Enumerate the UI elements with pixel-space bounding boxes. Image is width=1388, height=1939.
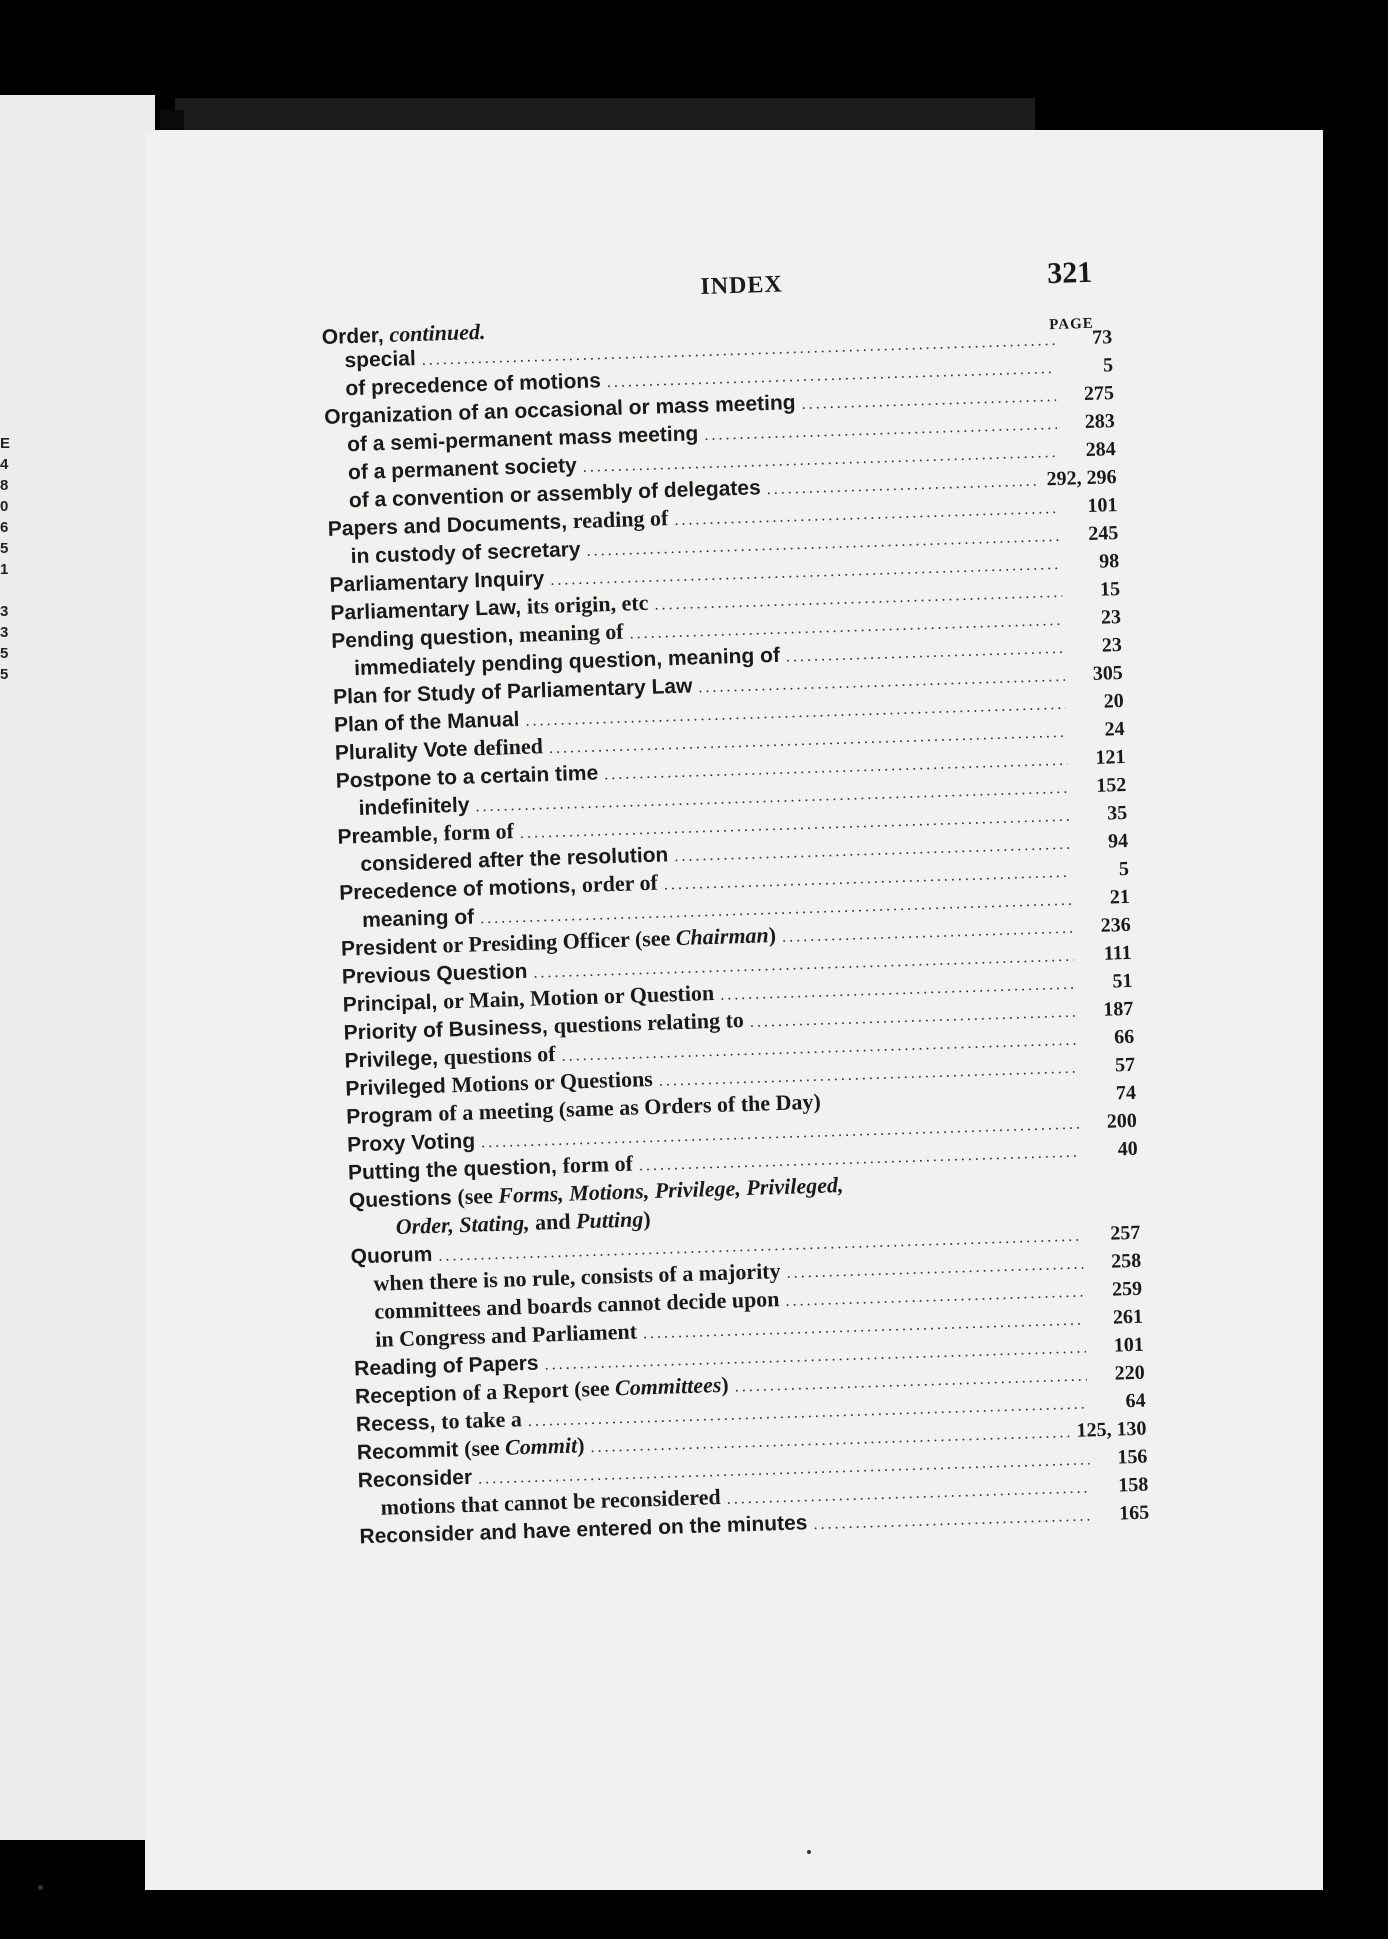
entry-text: or Main, Motion or Question xyxy=(442,979,715,1014)
entry-text: Recommit xyxy=(356,1438,465,1465)
entry-text: Privilege, xyxy=(344,1046,445,1073)
edge-letter: 0 xyxy=(0,498,9,515)
entry-text: Motions or Questions xyxy=(451,1065,654,1098)
entry-text: of a convention or assembly of delegates xyxy=(348,476,762,513)
entry-page-ref: 245 xyxy=(1088,522,1119,545)
entry-text: Principal, xyxy=(342,990,444,1017)
entry-text: order of xyxy=(581,869,659,898)
entry-page-ref: 15 xyxy=(1099,578,1121,601)
edge-letter xyxy=(0,580,14,601)
page-fleck xyxy=(38,1885,43,1890)
entry-page-ref: 152 xyxy=(1095,773,1127,797)
entry-text: or Presiding Officer (see xyxy=(442,925,677,958)
entry-text: Parliamentary Inquiry xyxy=(329,567,545,597)
entry-page-ref: 200 xyxy=(1106,1109,1138,1133)
entry-page-ref: 187 xyxy=(1102,997,1134,1021)
page-number: 321 xyxy=(1046,255,1093,291)
entry-text: (see xyxy=(463,1434,506,1462)
entry-text: questions relating to xyxy=(553,1007,745,1039)
entry-text: Precedence of motions, xyxy=(338,874,583,905)
entry-text: of a meeting (same as Orders of the Day) xyxy=(438,1088,822,1126)
entry-page-ref: 258 xyxy=(1110,1249,1142,1273)
entry-text: Papers and Documents, xyxy=(327,510,574,541)
entry-text: Reception xyxy=(354,1382,463,1409)
entry-label xyxy=(354,1350,539,1382)
entry-text: of precedence of motions xyxy=(345,369,602,401)
entry-text: reading of xyxy=(572,505,669,534)
edge-letter: 5 xyxy=(0,645,9,662)
entry-page-ref: 23 xyxy=(1101,633,1123,657)
entry-page-ref: 283 xyxy=(1084,410,1116,434)
edge-letter: E xyxy=(0,435,11,452)
entry-page-ref: 101 xyxy=(1113,1333,1145,1357)
page-fleck xyxy=(807,1850,811,1854)
entry-label xyxy=(337,818,514,850)
entry-text: defined xyxy=(472,733,544,761)
entry-label xyxy=(356,1406,523,1437)
entry-text: Putting xyxy=(575,1206,644,1234)
entry-page-ref: 5 xyxy=(1102,354,1114,377)
entry-text: meaning of xyxy=(518,618,624,647)
entry-text: Putting the question, xyxy=(347,1154,563,1185)
entry-text: Priority of Business, xyxy=(343,1015,554,1045)
entry-page-ref: 101 xyxy=(1087,494,1118,517)
entry-text: Recess, xyxy=(355,1410,442,1437)
entry-text: special xyxy=(344,347,417,373)
entry-page-ref: 261 xyxy=(1112,1305,1144,1329)
entry-text: Plurality Vote xyxy=(334,737,474,765)
entry-page-ref: 125, 130 xyxy=(1076,1417,1147,1442)
entry-text: Plan for Study of Parliamentary Law xyxy=(332,674,693,709)
entry-page-ref: 73 xyxy=(1091,326,1113,349)
entry-page-ref: 220 xyxy=(1114,1361,1146,1385)
entry-page-ref: 111 xyxy=(1103,941,1132,965)
entry-text: Reconsider xyxy=(357,1465,473,1493)
entry-text: ) xyxy=(576,1432,585,1458)
left-facing-page xyxy=(0,95,155,1840)
edge-letter: 6 xyxy=(0,519,9,536)
entry-text: Order, xyxy=(321,323,390,349)
entry-page-ref: 284 xyxy=(1085,438,1117,462)
entry-label xyxy=(344,1041,556,1074)
entry-text: indefinitely xyxy=(358,793,470,821)
entry-label xyxy=(334,706,520,738)
edge-letter: 8 xyxy=(0,477,9,494)
edge-letter: 5 xyxy=(0,666,9,683)
entry-text: Committees xyxy=(614,1371,722,1401)
index-content xyxy=(320,255,1150,1551)
entry-text: ) xyxy=(642,1206,651,1232)
entry-text: Quorum xyxy=(350,1242,433,1269)
entry-label xyxy=(350,1241,432,1270)
entry-page-ref: 257 xyxy=(1109,1221,1141,1245)
left-page-edge-text xyxy=(0,433,14,685)
entry-text: of a permanent society xyxy=(347,454,578,485)
entry-page-ref: 5 xyxy=(1118,857,1130,881)
entry-text: of a Report (see xyxy=(461,1375,616,1406)
entry-label xyxy=(347,1128,476,1158)
entry-page-ref: 40 xyxy=(1117,1137,1139,1161)
entry-page-ref: 156 xyxy=(1117,1445,1148,1469)
entry-page-ref: 74 xyxy=(1115,1081,1137,1105)
edge-letter: 1 xyxy=(0,561,9,578)
entry-page-ref: 51 xyxy=(1112,969,1133,993)
entry-text: Plan of the Manual xyxy=(333,707,520,737)
entry-label xyxy=(362,903,475,933)
entry-page-ref: 259 xyxy=(1111,1277,1143,1301)
entry-text: form of xyxy=(443,818,515,846)
entry-text: Commit xyxy=(504,1432,578,1460)
entry-text: when there is no rule, consists of a majority xyxy=(373,1258,781,1296)
entry-text: immediately pending question, meaning of xyxy=(353,643,781,681)
entry-page-ref: 20 xyxy=(1103,689,1124,713)
entry-label xyxy=(341,958,527,990)
edge-letter: 3 xyxy=(0,603,9,620)
entry-page-ref: 98 xyxy=(1098,550,1120,573)
entry-text: to take a xyxy=(440,1406,523,1434)
entry-text: meaning of xyxy=(361,905,475,932)
entry-label xyxy=(358,792,470,821)
entry-page-ref: 94 xyxy=(1107,829,1129,853)
entry-page-ref xyxy=(1087,1183,1139,1185)
entry-text: ) xyxy=(720,1371,730,1397)
entry-page-ref: 57 xyxy=(1114,1053,1136,1077)
entry-text: Chairman xyxy=(675,922,770,951)
entry-label xyxy=(334,733,543,766)
entry-text: Forms, Motions, Privilege, Privileged, xyxy=(497,1172,844,1208)
entry-text: motions that cannot be reconsidered xyxy=(380,1484,721,1520)
entry-page-ref: 21 xyxy=(1109,885,1131,909)
index-entries xyxy=(321,299,1149,1551)
entry-page-ref: 158 xyxy=(1117,1473,1149,1497)
entry-text: Privileged xyxy=(345,1074,452,1101)
edge-letter: 5 xyxy=(0,540,9,557)
entry-page-ref: 35 xyxy=(1106,801,1128,825)
entry-page-ref: 305 xyxy=(1092,661,1124,685)
entry-text: considered after the resolution xyxy=(360,843,669,877)
entry-page-ref: 64 xyxy=(1125,1389,1146,1413)
entry-text: of a semi-permanent mass meeting xyxy=(346,422,699,457)
entry-text: Program xyxy=(345,1102,439,1129)
entry-text: Preamble, xyxy=(337,822,445,849)
entry-text: ) xyxy=(768,922,777,948)
edge-letter: 3 xyxy=(0,624,9,641)
edge-letter: 4 xyxy=(0,456,9,473)
entry-text: Proxy Voting xyxy=(346,1129,476,1157)
entry-page-ref: 24 xyxy=(1104,717,1125,741)
entry-text: Parliamentary Law, xyxy=(330,595,528,625)
entry-page-ref: 275 xyxy=(1083,382,1115,406)
running-head: INDEX xyxy=(700,271,784,301)
entry-text: questions of xyxy=(443,1040,556,1070)
entry-page-ref: 66 xyxy=(1113,1025,1135,1049)
entry-text: form of xyxy=(562,1150,634,1178)
entry-text: Questions xyxy=(348,1186,458,1213)
entry-text: President xyxy=(340,934,443,961)
entry-text: Order, Stating, xyxy=(395,1209,536,1240)
entry-text: Postpone to a certain time xyxy=(335,761,599,793)
entry-text: Previous Question xyxy=(341,959,528,989)
entry-text: Organization of an occasional or mass meeting xyxy=(323,391,796,429)
entry-page-ref xyxy=(1088,1211,1140,1213)
entry-page-ref: 236 xyxy=(1100,913,1132,937)
entry-text: Pending question, xyxy=(330,623,520,653)
entry-text: (see xyxy=(456,1182,499,1210)
entry-page-ref: 165 xyxy=(1118,1501,1150,1525)
entry-text: in custody of secretary xyxy=(350,537,581,569)
entry-label xyxy=(329,565,544,598)
entry-text: continued. xyxy=(389,318,486,347)
entry-text: Reading of Papers xyxy=(353,1351,539,1381)
entry-label xyxy=(344,345,416,373)
entry-text: its origin, etc xyxy=(526,589,649,619)
entry-page-ref: 121 xyxy=(1095,745,1126,769)
entry-label xyxy=(357,1464,472,1494)
page-column-label: PAGE xyxy=(1048,315,1095,334)
entry-text: in Congress and Parliament xyxy=(374,1318,638,1352)
entry-text: Reconsider and have entered on the minutes xyxy=(359,1511,808,1549)
entry-page-ref: 292, 296 xyxy=(1046,466,1117,491)
entry-text: and xyxy=(534,1208,577,1235)
entry-page-ref: 23 xyxy=(1100,606,1122,629)
entry-text: committees and boards cannot decide upon xyxy=(374,1286,780,1324)
